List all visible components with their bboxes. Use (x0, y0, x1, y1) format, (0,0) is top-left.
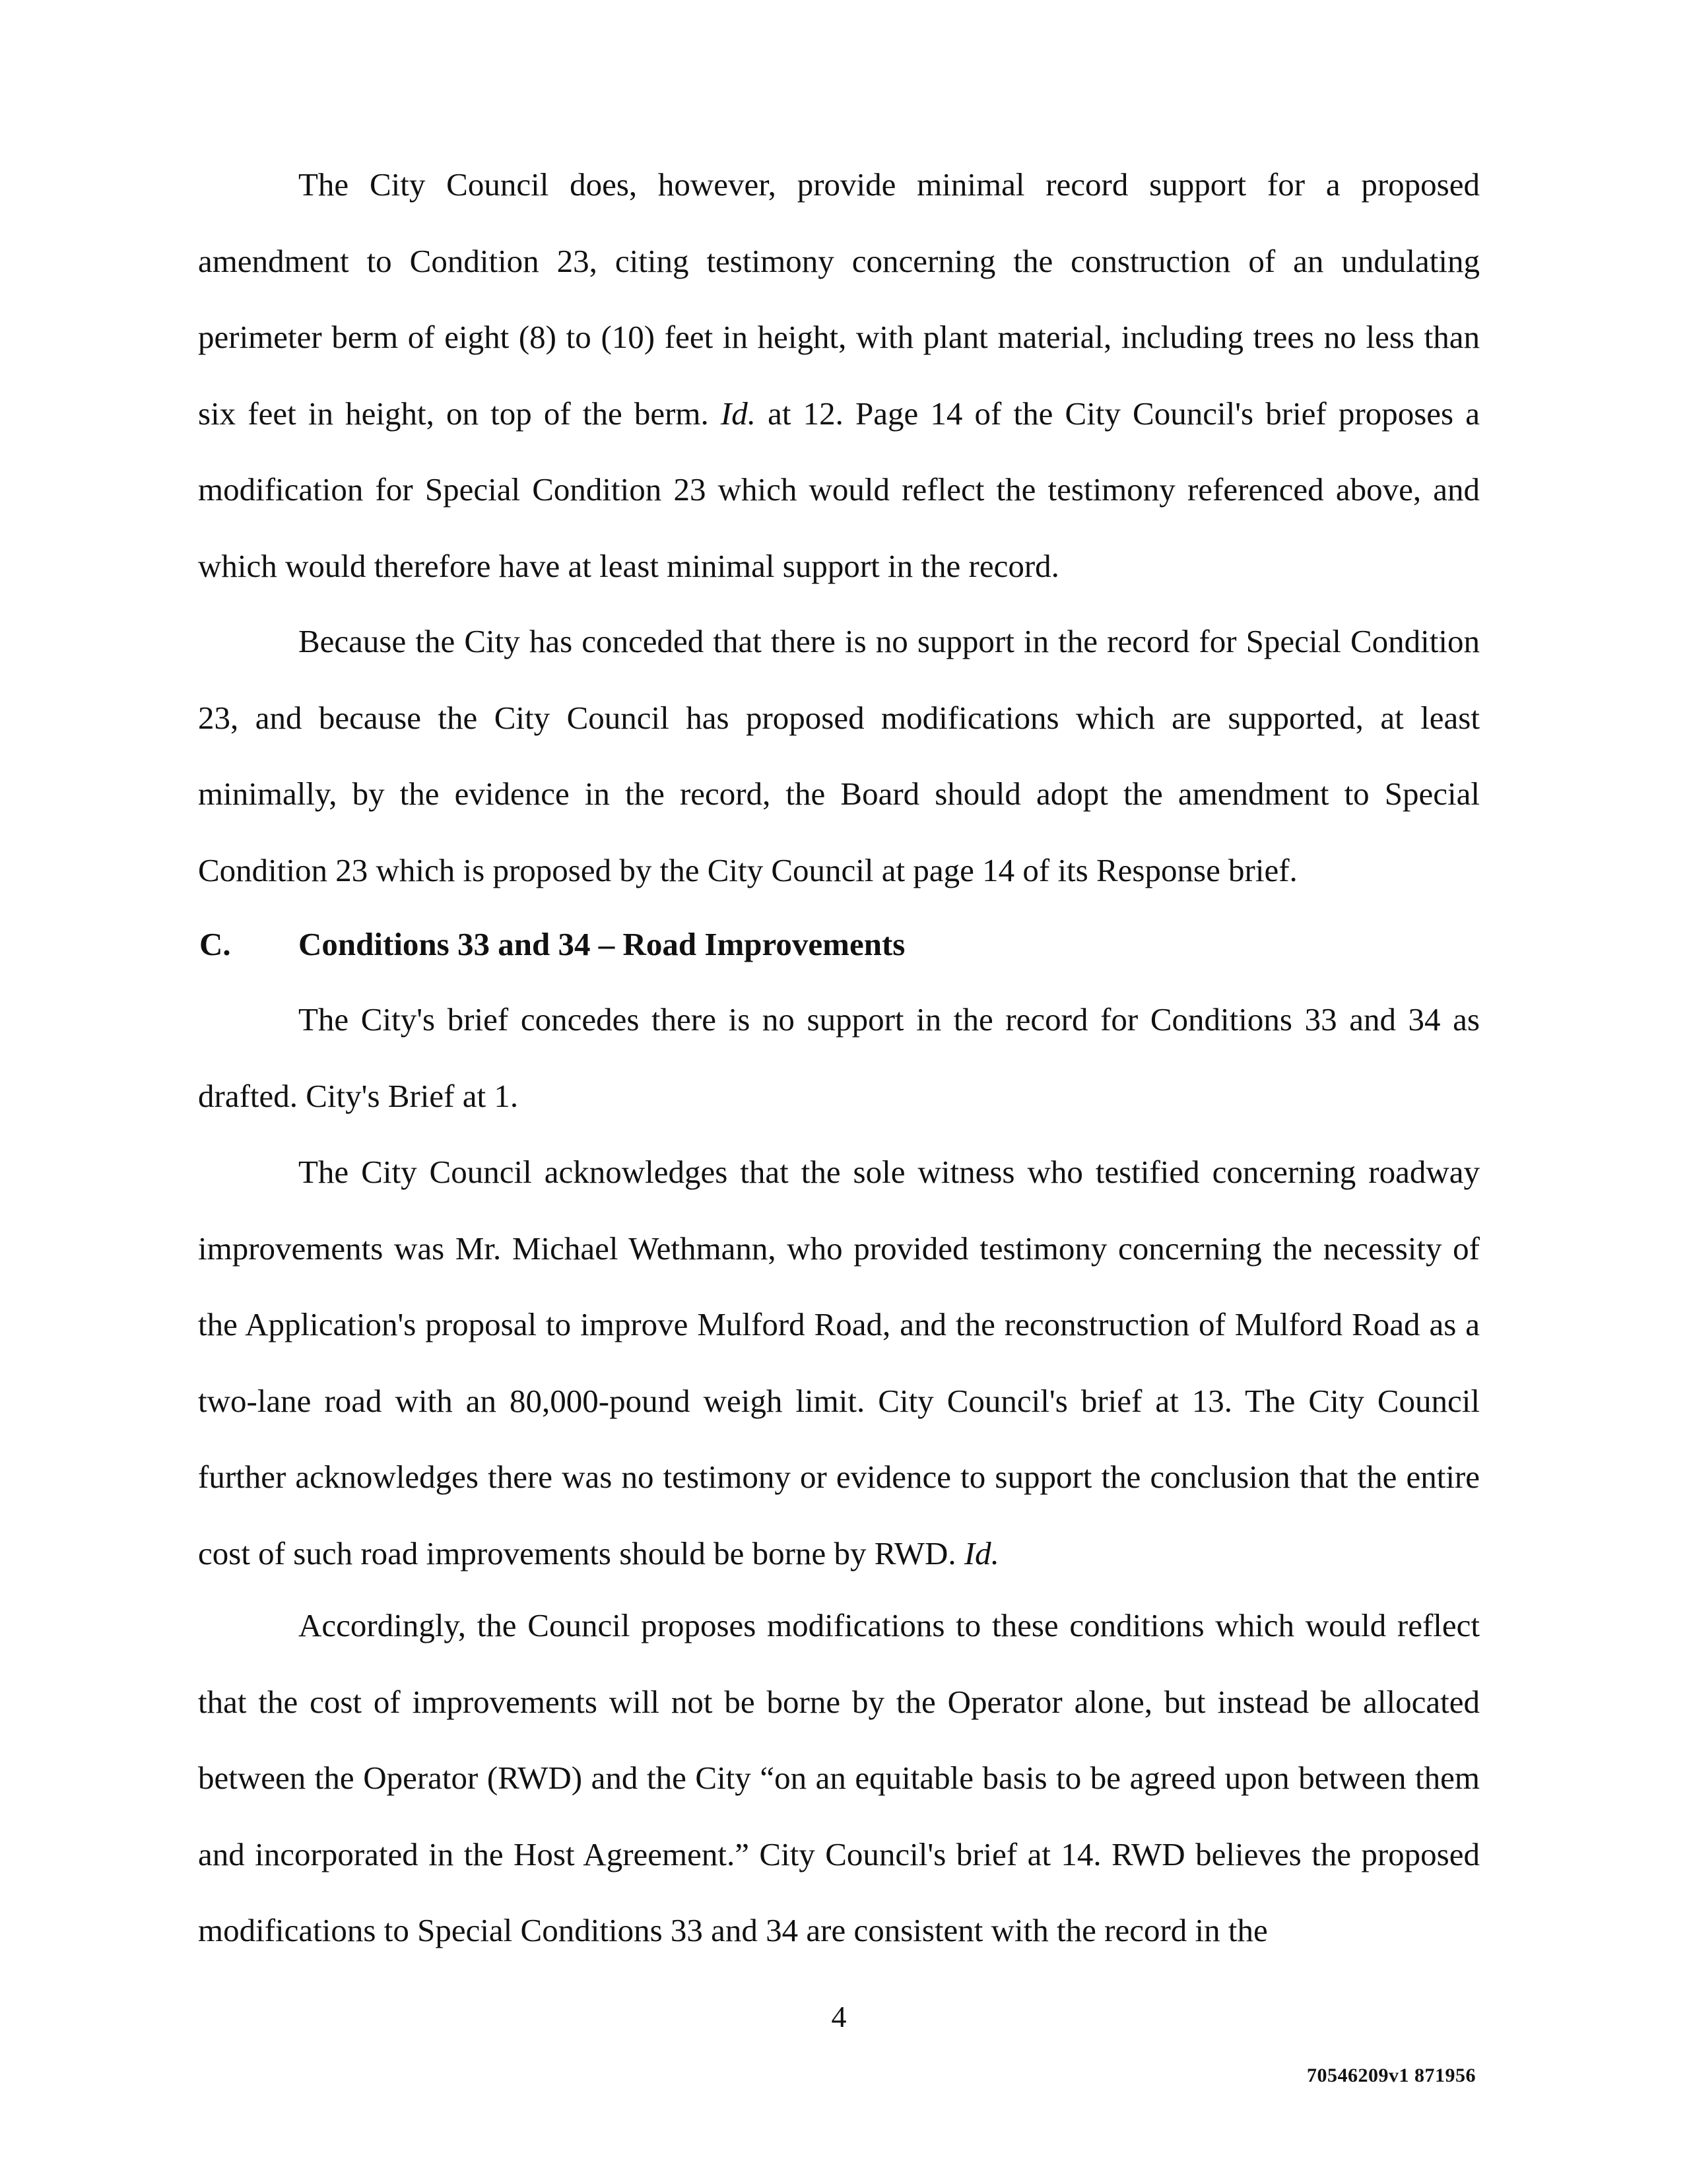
section-heading (199, 906, 905, 983)
citation-id: Id. (964, 1535, 999, 1572)
document-id: 70546209v1 871956 (1307, 2065, 1476, 2086)
paragraph-text: The City Council acknowledges that the sole witness who testified concerning roadway improvements was Mr. Michael Wethmann, who provided testimony concerning the necessity of the Application's proposal to improve Mulford Road, and the reconstruction of Mulford Road as a two-lane road with an 80,000-pound weigh limit. City Council's brief at 13. The City Council further acknowledges there was no testimony or evidence to support the conclusion that the entire cost of such road improvements should be borne by RWD. (198, 1154, 1480, 1572)
paragraph-text-continued: at 12. Page 14 of the City Council's brief proposes a modification for Special Condition 23 which would reflect the testimony referenced above, and which would therefore have at least minimal support in the record. (198, 395, 1480, 584)
paragraph-text: The City's brief concedes there is no support in the record for Conditions 33 and 34 as drafted. City's Brief at 1. (198, 1001, 1480, 1114)
citation-id: Id. (720, 395, 756, 432)
section-title: Conditions 33 and 34 – Road Improvements (298, 926, 906, 962)
paragraph-condition-23-support (198, 147, 1480, 604)
paragraph-board-should-adopt (198, 603, 1480, 908)
paragraph-text: Because the City has conceded that there is no support in the record for Special Condition 23, and because the City Council has proposed modifications which are supported, at least minimally, by the evidence in the record, the Board should adopt the amendment to Special Condition 23 which is proposed by the City Council at page 14 of its Response brief. (198, 623, 1480, 888)
paragraph-text: Accordingly, the Council proposes modifications to these conditions which would reflect that the cost of improvements will not be borne by the Operator alone, but instead be allocated between the Operator (RWD) and the City “on an equitable basis to be agreed upon between them and incorporated in the Host Agreement.” City Council's brief at 14. RWD believes the proposed modifications to Special Conditions 33 and 34 are consistent with the record in the (198, 1607, 1480, 1948)
paragraph-text: The City Council does, however, provide minimal record support for a proposed amendment to Condition 23, citing testimony concerning the construction of an undulating perimeter berm of eight (8) to (10) feet in height, with plant material, including trees no less than six feet in height, on top of the berm. (198, 166, 1480, 432)
page-number: 4 (831, 2000, 847, 2034)
section-letter: C. (199, 926, 231, 962)
paragraph-proposed-modifications (198, 1587, 1480, 1969)
paragraph-council-acknowledges (198, 1134, 1480, 1591)
paragraph-city-concedes (198, 981, 1480, 1134)
